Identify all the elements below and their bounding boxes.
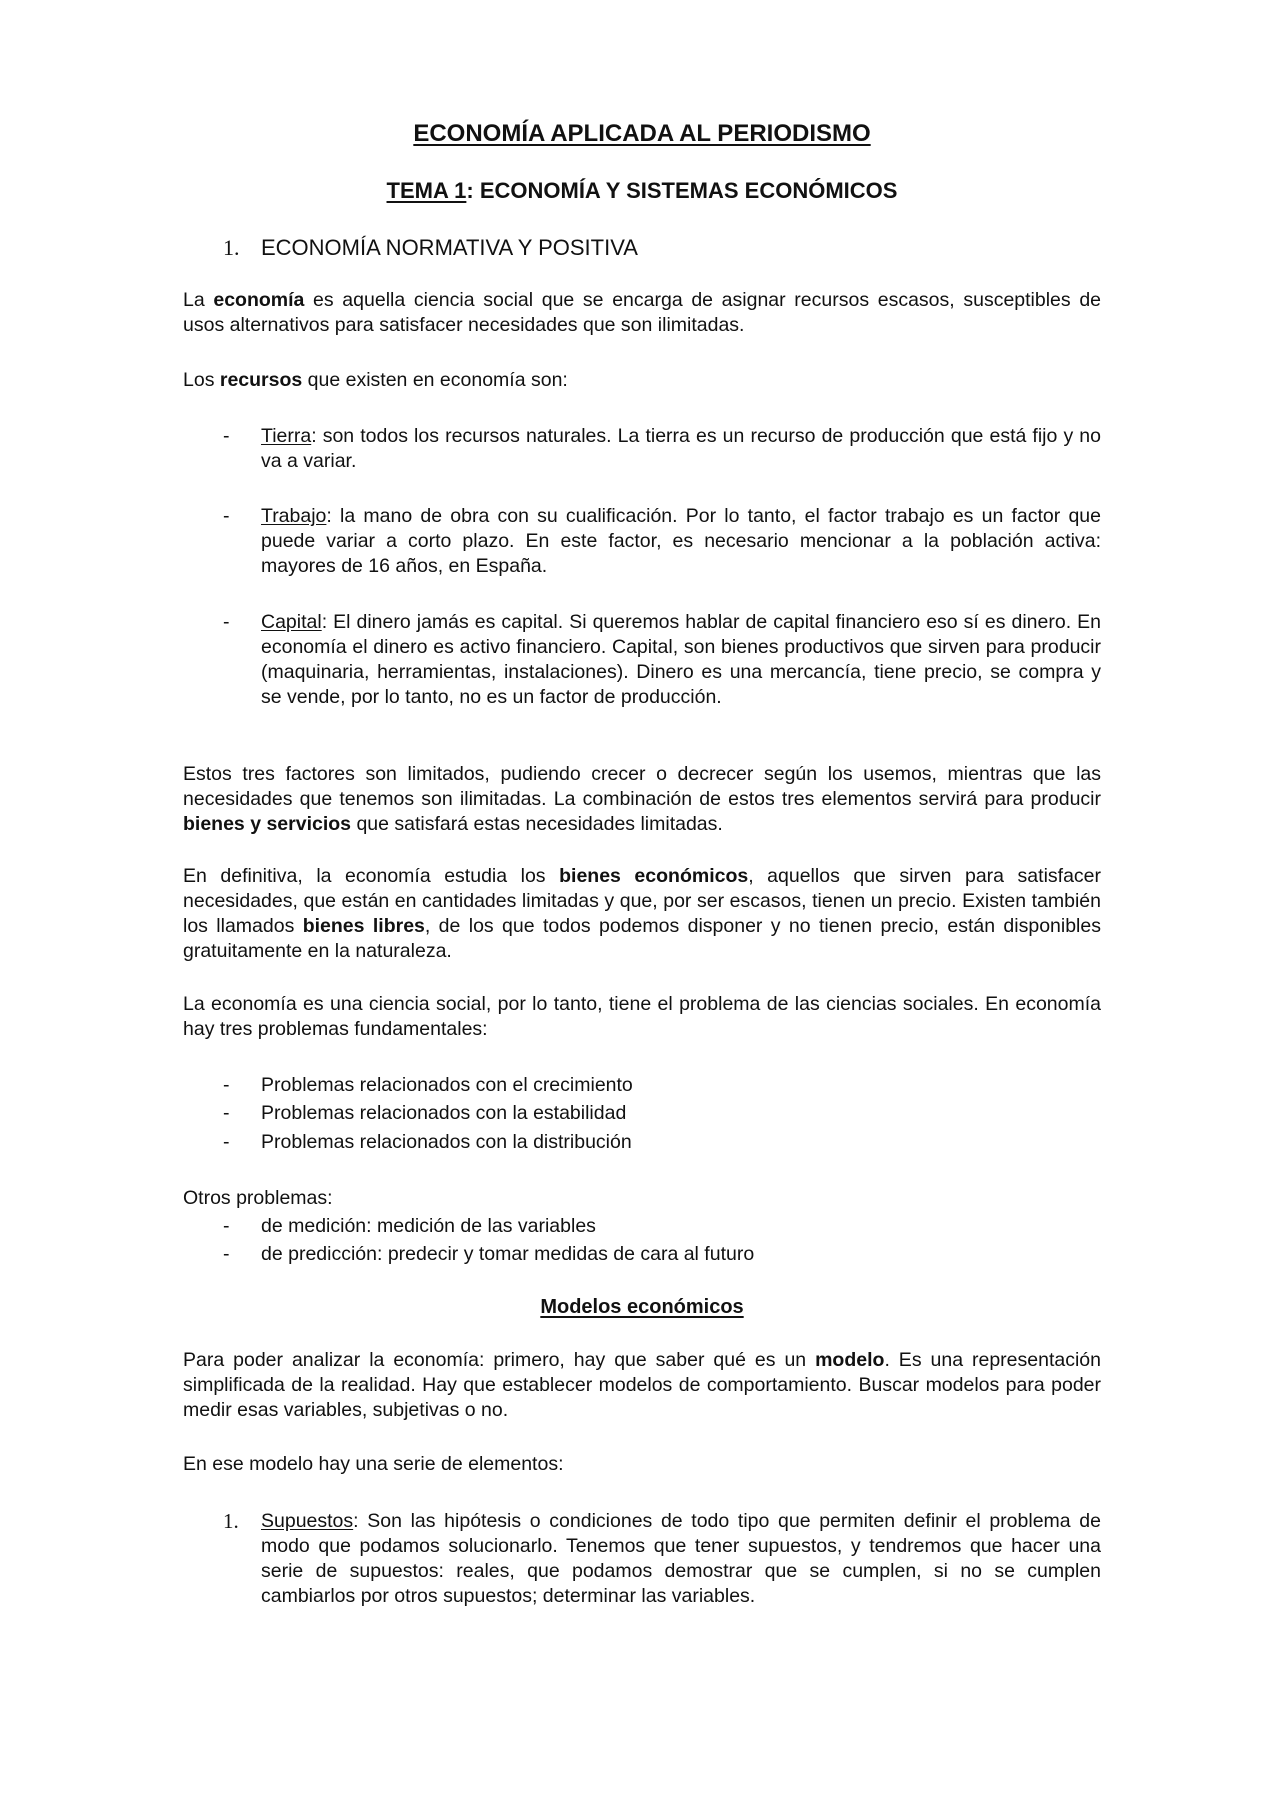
paragraph-other-problems: Otros problemas: [183,1187,333,1209]
section-number: 1. [223,235,240,260]
paragraph-model-definition: Para poder analizar la economía: primero, hay que saber qué es un modelo. Es una representación simplificada de la realidad. Hay que establecer modelos de comportamiento. Buscar modelos para poder medir esas variables, subjetivas o no. [183,1349,1101,1421]
section-title: ECONOMÍA NORMATIVA Y POSITIVA [261,235,638,260]
list-item-resource: - Trabajo: la mano de obra con su cualificación. Por lo tanto, el factor trabajo es un factor que puede variar a corto plazo. En este factor, es necesario mencionar a la población activa: mayores de 16 años, en España. [223,505,1101,577]
paragraph-model-elements: En ese modelo hay una serie de elementos: [183,1453,564,1475]
paragraph-economic-goods: En definitiva, la economía estudia los bienes económicos, aquellos que sirven para satisfacer necesidades, que están en cantidades limitadas y que, por ser escasos, tienen un precio. Existen también los llamados bienes libres, de los que todos podemos disponer y no tienen precio, están disponibles gratuitamente en la naturaleza. [183,865,1102,962]
paragraph-resources-intro: Los recursos que existen en economía son: [183,369,568,391]
topic-title: TEMA 1: ECONOMÍA Y SISTEMAS ECONÓMICOS [386,178,898,203]
list-item-problem: - Problemas relacionados con el crecimiento [223,1074,633,1096]
section-heading [223,235,638,261]
list-item-other-problem: - de predicción: predecir y tomar medidas de cara al futuro [223,1243,755,1265]
list-item-problem: - Problemas relacionados con la distribución [223,1131,632,1153]
list-item-element: 1. Supuestos: Son las hipótesis o condiciones de todo tipo que permiten definir el problema de modo que podamos solucionarlo. Tenemos que tener supuestos, y tendremos que hacer una serie de supuestos: reales, que podamos demostrar que se cumplen, si no se cumplen cambiarlos por otros supuestos; determinar las variables. [223,1509,1101,1607]
models-heading: Modelos económicos [540,1296,744,1318]
paragraph-problems-intro: La economía es una ciencia social, por lo tanto, tiene el problema de las ciencias sociales. En economía hay tres problemas fundamentales: [183,993,1101,1040]
list-item-resource: - Capital: El dinero jamás es capital. Si queremos hablar de capital financiero eso sí es dinero. En economía el dinero es activo financiero. Capital, son bienes productivos que sirven para producir (maquinaria, herramientas, instalaciones). Dinero es una mercancía, tiene precio, se compra y se vende, por lo tanto, no es un factor de producción. [223,611,1101,708]
document-title: ECONOMÍA APLICADA AL PERIODISMO [413,120,871,147]
paragraph-economy-definition: La economía es aquella ciencia social que se encarga de asignar recursos escasos, susceptibles de usos alternativos para satisfacer necesidades que son ilimitadas. [183,289,1102,336]
list-item-problem: - Problemas relacionados con la estabilidad [223,1102,627,1124]
list-item-other-problem: - de medición: medición de las variables [223,1215,596,1237]
list-number: 1. [223,1509,239,1533]
list-item-resource: - Tierra: son todos los recursos naturales. La tierra es un recurso de producción que está fijo y no va a variar. [223,425,1101,472]
paragraph-factors: Estos tres factores son limitados, pudiendo crecer o decrecer según los usemos, mientras que las necesidades que tenemos son ilimitadas. La combinación de estos tres elementos servirá para producir bienes y servicios que satisfará estas necesidades limitadas. [183,763,1101,835]
